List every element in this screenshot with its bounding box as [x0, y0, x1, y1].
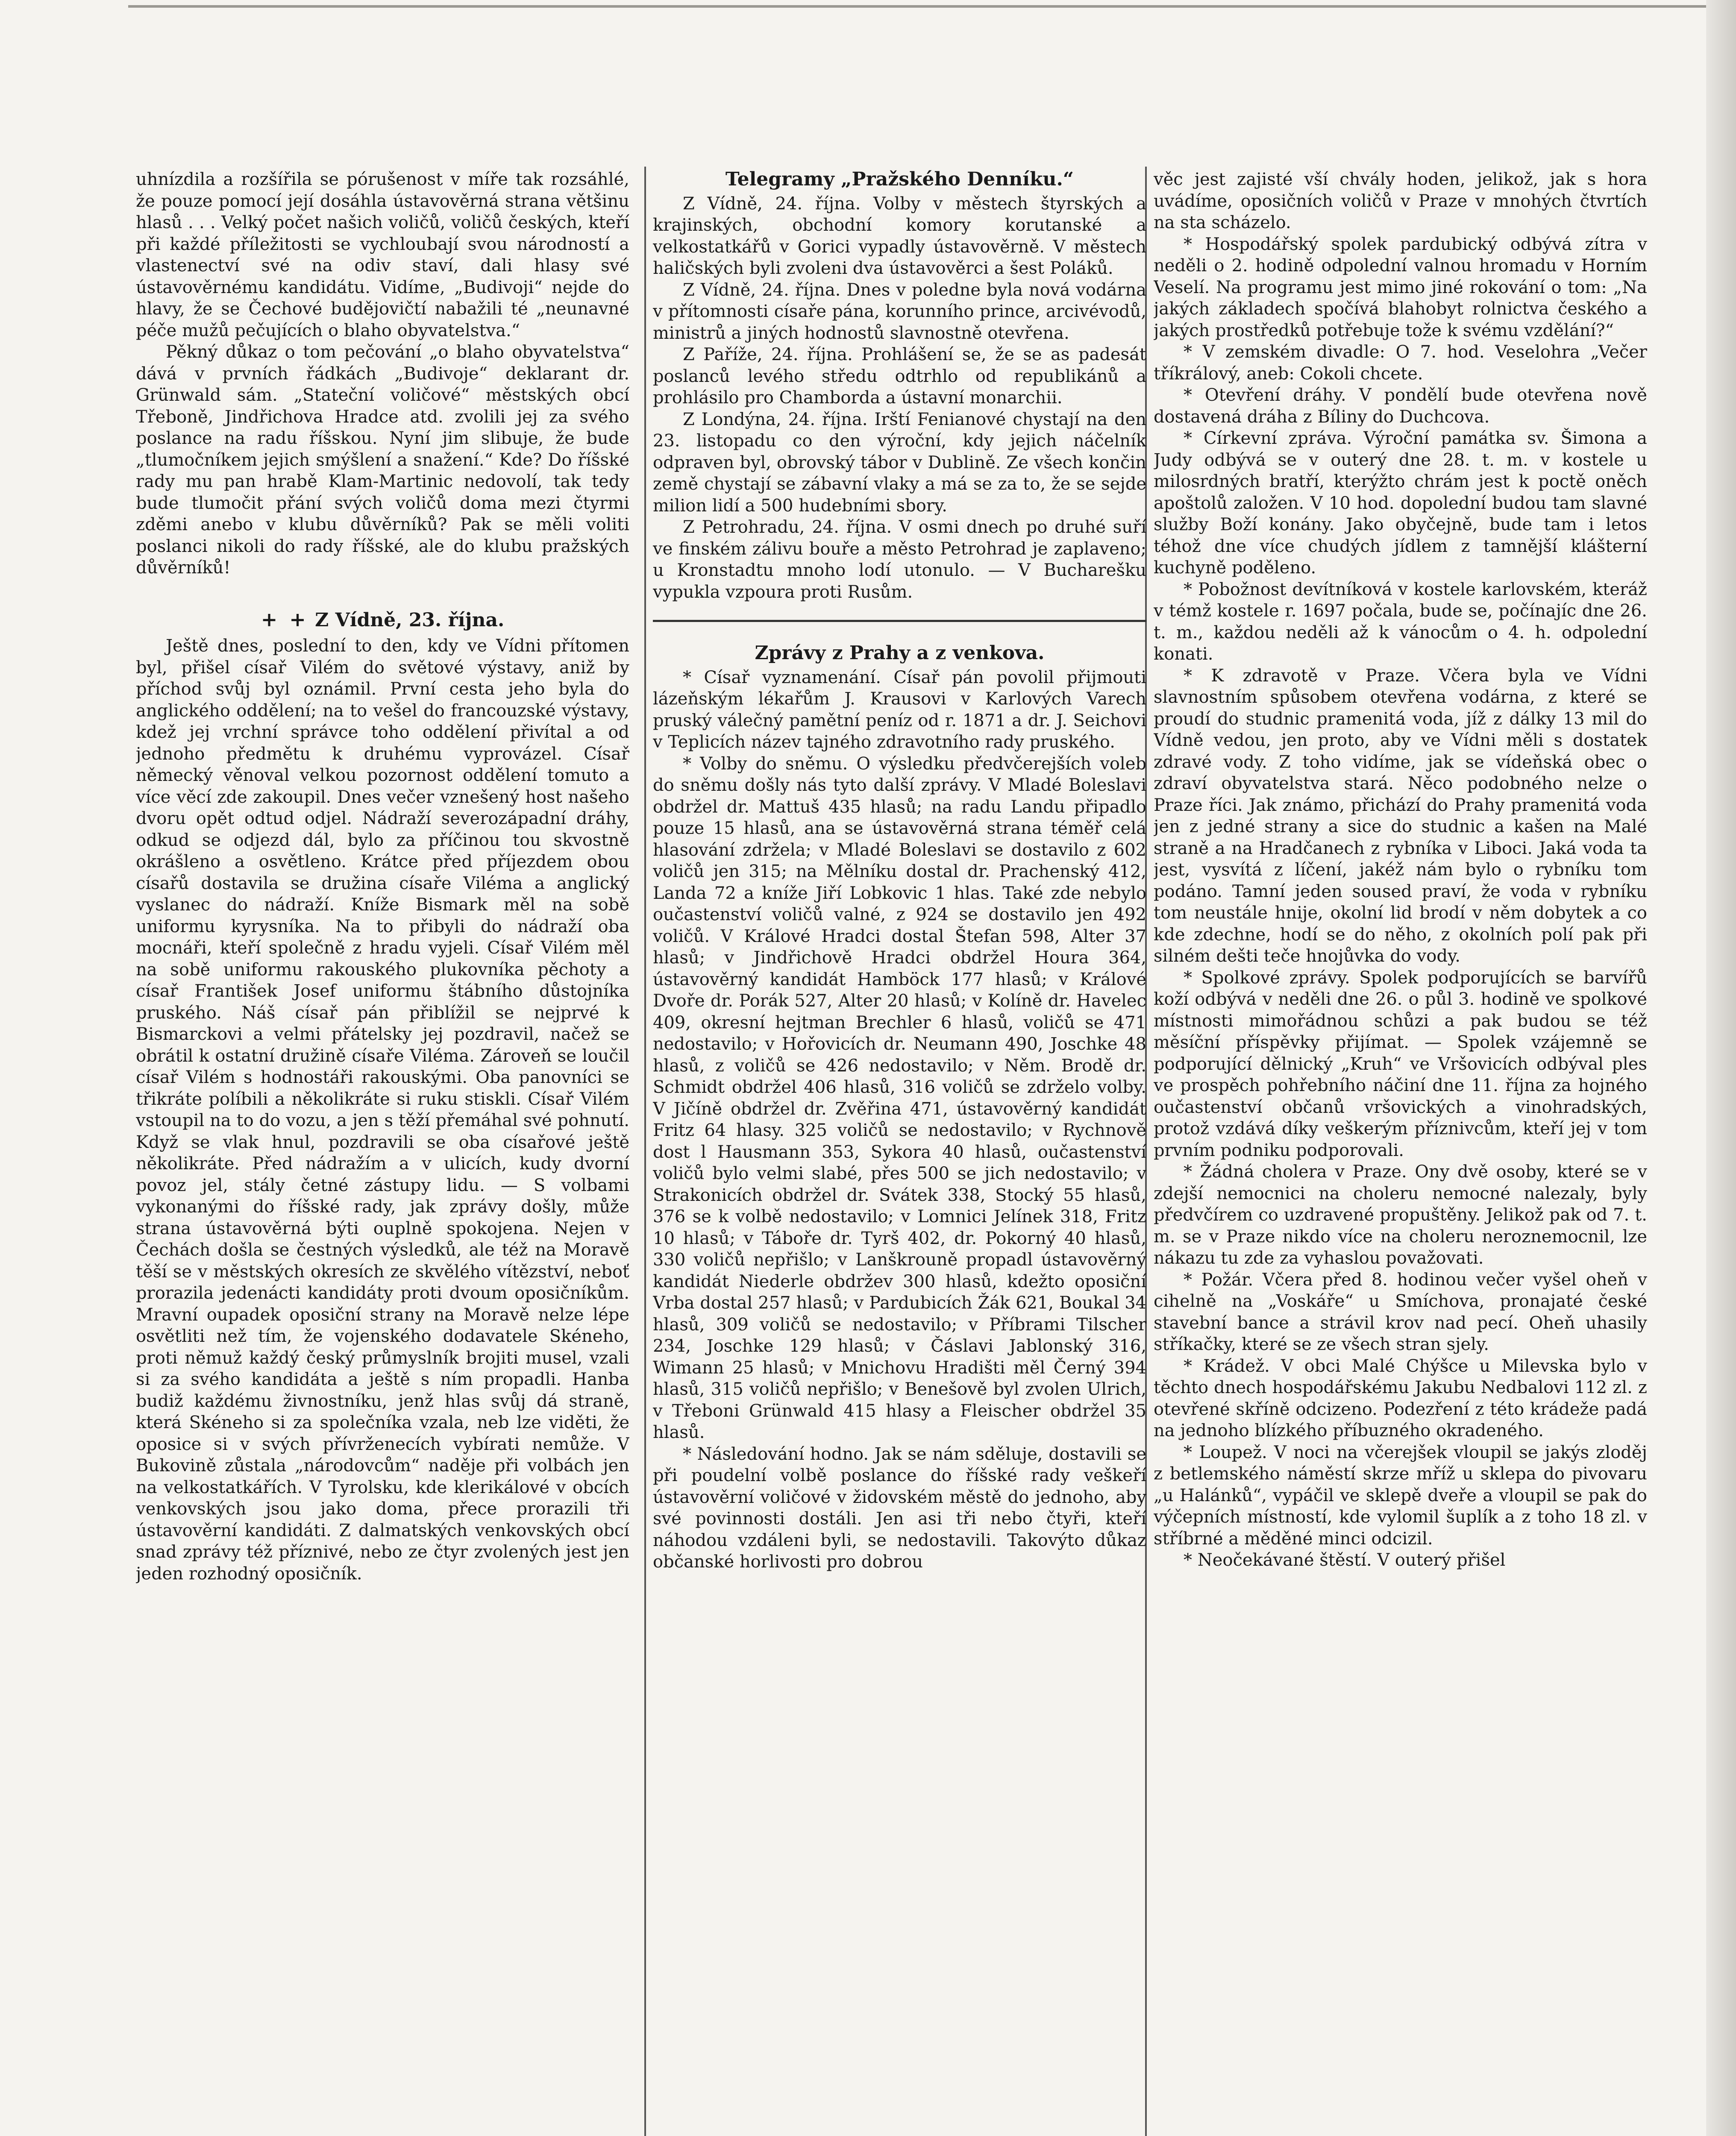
telegram-paris: Z Paříže, 24. října. Prohlášení se, že se as padesát poslanců levého středu odtrhlo od republikánů a prohlásilo pro Chamborda a ústavní monarchii. — [653, 345, 1146, 408]
article-continuation: uhnízdila a rozšířila se pórušenost v míře tak rozsáhlé, že pouze pomocí její dosáhla ústavověrná strana většinu hlasů . . . Velký počet našich voličů, voličů českých, kteří při každé příležitosti se vychloubají svou národností a vlastenectví své na odiv staví, dali hlasy své ústavověrnému kandidátu. Vidíme, „Budivoji“ nejde do hlavy, že se Čechové budějovičtí nabažili té „neunavné péče mužů pečujících o blaho obyvatelstva.“ — [136, 170, 629, 340]
news-item: * Církevní zpráva. Výroční památka sv. Šimona a Judy odbývá se v outerý dne 28. t. m. v kostele u milosrdných bratří, kterýžto chrám jest k poctě oněch apoštolů založen. V 10 hod. dopolední budou tam slavné služby Boží konány. Jako obyčejně, bude tam i letos téhož dne více chudých jídlem z tamnější klášterní kuchyně poděleno. — [1154, 428, 1647, 578]
news-item: * Volby do sněmu. O výsledku předvčerejších voleb do sněmu došly nás tyto další zprávy. V Mladé Boleslavi obdržel dr. Mattuš 435 hlasů; na radu Landu připadlo pouze 15 hlasů, ana se ústavověrná strana téměř celá hlasování zdržela; v Mladé Boleslavi se dostavilo z 602 voličů jen 315; na Mělníku dostal dr. Prachenský 412, Landa 72 a kníže Jiří Lobkovic 1 hlas. Také zde nebylo oučastenství voličů valné, z 924 se dostavilo jen 492 voličů. V Králové Hradci dostal Štefan 598, Alter 37 hlasů; v Jindřichově Hradci obdržel Houra 364, ústavověrný kandidát Hamböck 177 hlasů; v Králové Dvoře dr. Porák 527, Alter 20 hlasů; v Kolíně dr. Havelec 409, okresní hejtman Brechler 6 hlasů, voličů se 471 nedostavilo; v Hořovicích dr. Neumann 490, Joschke 48 hlasů, z voličů se 426 nedostavilo; v Něm. Brodě dr. Schmidt obdržel 406 hlasů, 316 voličů se zdrželo volby. V Jičíně obdržel dr. Zvěřina 471, ústavověrný kandidát Fritz 64 hlasy. 325 voličů se nedostavilo; v Rychnově dost l Hausmann 353, Sykora 40 hlasů, oučastenství voličů bylo velmi slabé, přes 500 se jich nedostavilo; v Strakonicích obdržel dr. Svátek 338, Stocký 55 hlasů, 376 se k volbě nedostavilo; v Lomnici Jelínek 318, Fritz 10 hlasů; v Táboře dr. Tyrš 402, dr. Pokorný 40 hlasů, 330 voličů nepřišlo; v Lanškrouně propadl ústavověrný kandidát Niederle obdržev 300 hlasů, kdežto oposiční Vrba dostal 257 hlasů; v Pardubicích Žák 621, Boukal 34 hlasů, 309 voličů se nedostavilo; v Příbrami Tilscher 234, Joschke 129 hlasů; v Čáslavi Jablonský 316, Wimann 25 hlasů; v Mnichovu Hradišti měl Černý 394 hlasů, 315 voličů nepřišlo; v Benešově byl zvolen Ulrich, v Třeboni Grünwald 415 hlasy a Fleischer obdržel 35 hlasů. — [653, 754, 1146, 1442]
dateline-text: Z Vídně, 23. října. — [315, 609, 505, 631]
news-item: * Požár. Včera před 8. hodinou večer vyšel oheň v cihelně na „Voskáře“ u Smíchova, pronajaté české stavební bance a strávil krov nad pecí. Oheň uhasily stříkačky, které se ze všech stran sjely. — [1154, 1270, 1647, 1354]
news-item: * K zdravotě v Praze. Včera byla ve Vídni slavnostním spůsobem otevřena vodárna, z které se proudí do studnic pramenitá voda, jíž z dálky 13 mil do Vídně vedou, jen proto, aby ve Vídni měli s dostatek zdravé vody. Z toho vidíme, jak se vídeňská obec o zdraví obyvatelstva stará. Něco podobného nelze o Praze říci. Jak známo, přichází do Prahy pramenitá voda jen z jedné strany a sice do studnic a kašen na Malé straně a na Hradčanech z rybníka v Liboci. Jaká voda ta jest, vysvítá z líčení, jakéž nám bylo o rybníku tom podáno. Tamní jeden soused praví, že voda v rybníku tom neustále hnije, okolní lid brodí v něm dobytek a co kde zdechne, hodí se do něho, z okolních polí pak při silném dešti teče hnojůvka do vody. — [1154, 666, 1647, 966]
top-rule — [128, 5, 1709, 8]
telegram-petersburg: Z Petrohradu, 24. října. V osmi dnech po druhé suří ve finském zálivu bouře a město Petrohrad je zaplaveno; u Kronstadtu mnoho lodí utonulo. — V Bucharešku vypukla vzpoura proti Rusům. — [653, 517, 1146, 602]
news-continuation: věc jest zajisté vší chvály hoden, jelikož, jak s hora uvádíme, oposičních voličů v Praze v mnohých čtvrtích na sta scházelo. — [1154, 170, 1647, 232]
news-item: * Následování hodno. Jak se nám sděluje, dostavili se při poudelní volbě poslance do říšské rady veškeří ústavověrní voličové v židovském městě do jednoho, aby své povinnosti dostáli. Jen asi tři nebo čtyři, kteří náhodou vzdáleni byli, se nedostavili. Takovýto důkaz občanské horlivosti pro dobrou — [653, 1444, 1146, 1572]
news-item: * Spolkové zprávy. Spolek podporujících se barvířů koží odbývá v neděli dne 26. o půl 3. hodině ve spolkové místnosti mimořádnou schůzi a pak budou se též měsíční příspěvky přijímat. — Spolek vzájemně se podporující dělnický „Kruh“ ve Vršovicích odbýval ples ve prospěch pohřebního náčiní dne 11. října za hojného oučastenství občanů vršovických a vinohradských, protož vzdává díky veškerým příznivcům, kteří jej v tom prvním podniku podporovali. — [1154, 968, 1647, 1160]
cross-marks: + + — [261, 607, 308, 631]
article-paragraph: Ještě dnes, poslední to den, kdy ve Vídni přítomen byl, přišel císař Vilém do světové výstavy, aniž by příchod svůj byl oznámil. První cesta jeho byla do anglického oddělení; na to vešel do francouzské výstavy, kdež jej vrchní správce toho oddělení přivítal a od jednoho předmětu k druhému vyprovázel. Císař německý věnoval velkou pozornost oddělení tomuto a více věcí zde zakoupil. Dnes večer vznešený host našeho dvoru opět odtud odjel. Nádraží severozápadní dráhy, odkud se odjezd dál, bylo za příčinou tou skvostně okrášleno a osvětleno. Krátce před příjezdem obou císařů dostavila se družina císaře Viléma a anglický vyslanec do nádraží. Kníže Bismark měl na sobě uniformu kyrysníka. Na to přibyli do nádraží oba mocnáři, kteří společně z hradu vyjeli. Císař Vilém měl na sobě uniformu rakouského plukovníka pěchoty a císař František Josef uniformu štábního důstojníka pruského. Náš císař pán přiblížil se nejprvé k Bismarckovi a velmi přátelsky jej pozdravil, načež se obrátil k ostatní družině císaře Viléma. Zároveň se loučil císař Vilém s hodnostáři rakouskými. Oba panovníci se třikráte políbili a několikráte si ruku stiskli. Císař Vilém vstoupil na to do vozu, a jen s těží přemáhal své pohnutí. Když se vlak hnul, pozdravili se oba císařové ještě několikráte. Před nádražím a v ulicích, kudy dvorní povoz jel, stály četné zástupy lidu. — S volbami vykonanými do říšské rady, jak zprávy došly, může strana ústavověrná býti ouplně spokojena. Nejen v Čechách došla se čestných výsledků, ale též na Moravě těší se v městských okresích ze skvělého vítězství, neboť prorazila jedenácti kandidáty proti dvoum oposičníkům. Mravní oupadek oposiční strany na Moravě nelze lépe osvětliti než tím, že vojenského dodavatele Skéneho, proti němuž každý český průmyslník brojiti musel, vzali si za svého kandidáta a ještě s ním propadli. Hanba budiž každému živnostníku, jenž hlas svůj dá straně, která Skéneho si za společníka vzala, neb lze viděti, že oposice si v svých přívrženecích vybírati nemůže. V Bukovině zůstala „národovcům“ naděje při volbách jen na velkostatkářích. V Tyrolsku, kde klerikálové v obcích venkovských jsou jako doma, přece prorazili tři ústavověrní kandidáti. Z dalmatských venkovských obcí snad zprávy též příznivé, nebo ze čtyr zvolených jest jen jeden rozhodný oposičník. — [136, 636, 629, 1584]
news-item: * Neočekávané štěstí. V outerý přišel — [1184, 1550, 1506, 1570]
news-item: * Hospodářský spolek pardubický odbývá zítra v neděli o 2. hodině odpolední valnou hromadu v Horním Veselí. Na programu jest mimo jiné rokování o tom: „Na jakých základech spočívá blahobyt rolnictva českého a jakých prostředků potřebuje tože k svému vzdělání?“ — [1154, 234, 1647, 340]
article-paragraph: Pěkný důkaz o tom pečování „o blaho obyvatelstva“ dává v prvních řádkách „Budivoje“ deklarant dr. Grünwald sám. „Stateční voličové“ městských obcí Třeboně, Jindřichova Hradce atd. zvolili jej za svého poslance na radu říšskou. Nyní jim slibuje, že bude „tlumočníkem jejich smýšlení a snažení.“ Kde? Do říšské rady mu pan hrabě Klam-Martinic nedovolí, tak tedy bude tlumočit přání svých voličů doma mezi čtyrmi zděmi anebo v klubu důvěrníků? Pak se měli voliti poslanci nikoli do rady říšské, ale do klubu pražských důvěrníků! — [136, 342, 629, 578]
column-right — [1154, 169, 1647, 2136]
news-item: * Pobožnost devítníková v kostele karlovském, kteráž v témž kostele r. 1697 počala, bude se, počínajíc dne 26. t. m., každou neděli až k vánocům o 4. h. odpolední konati. — [1154, 579, 1647, 664]
column-middle — [653, 169, 1146, 2136]
column-left — [136, 169, 629, 2136]
telegram-vienna-2: Z Vídně, 24. října. Dnes v poledne byla nová vodárna v přítomnosti císaře pána, korunního prince, arcivévodů, ministrů a jiných hodnostů slavnostně otevřena. — [653, 280, 1146, 343]
news-item: * Krádež. V obci Malé Chýšce u Milevska bylo v těchto dnech hospodářskému Jakubu Nedbalovi 112 zl. z otevřené skříně odcizeno. Podezření z této krádeže padá na jednoho blízkého příbuzného okradeného. — [1154, 1356, 1647, 1441]
spacer — [136, 579, 629, 604]
news-item: * Císař vyznamenání. Císař pán povolil přijmouti lázeňským lékařům J. Krausovi v Karlových Varech pruský válečný pamětní peníz od r. 1871 a dr. J. Seichovi v Teplicích název tajného zdravotního rady pruského. — [653, 667, 1146, 752]
page-edge-shadow — [1706, 0, 1736, 2136]
news-item: * Loupež. V noci na včerejšek vloupil se jakýs zloděj z betlemského náměstí skrze mříž u sklepa do pivovaru „u Halánků“, vypáčil ve sklepě dveře a vloupil se pak do výčepních místností, kde vylomil šuplík a z toho 18 zl. v stříbrné a měděné minci odcizil. — [1154, 1442, 1647, 1549]
section-divider — [653, 620, 1146, 625]
news-item: * V zemském divadle: O 7. hod. Veselohra „Večer tříkrálový, aneb: Cokoli chcete. — [1154, 342, 1647, 384]
telegram-london: Z Londýna, 24. října. Irští Fenianové chystají na den 23. listopadu co den výroční, kdy jejich náčelník odpraven byl, obrovský tábor v Dublině. Ze všech končin země chystají se zábavní vlaky a má se za to, že se sejde milion lidí a 500 hudebními sbory. — [653, 409, 1146, 516]
section-heading-telegrams: Telegramy „Pražského Denníku.“ — [725, 169, 1074, 190]
dateline-vienna — [136, 609, 629, 631]
news-item: * Žádná cholera v Praze. Ony dvě osoby, které se v zdejší nemocnici na choleru nemocné nalezaly, byly předvčírem co uzdravené propuštěny. Jelikož pak od 7. t. m. se v Praze nikdo více na choleru neroznemocnil, lze nákazu tu zde za vyhaslou považovati. — [1154, 1162, 1647, 1268]
column-rule-1 — [644, 167, 646, 2136]
telegram-vienna-1: Z Vídně, 24. října. Volby v městech štyrských a krajinských, obchodní komory korutanské a velkostatkářů v Gorici vypadly ústavověrně. V městech haličských byli zvoleni dva ústavověrci a šest Poláků. — [653, 194, 1146, 278]
section-heading-local-news: Zprávy z Prahy a z venkova. — [755, 642, 1045, 664]
news-item: * Otevření dráhy. V pondělí bude otevřena nově dostavená dráha z Bíliny do Duchcova. — [1154, 385, 1647, 427]
